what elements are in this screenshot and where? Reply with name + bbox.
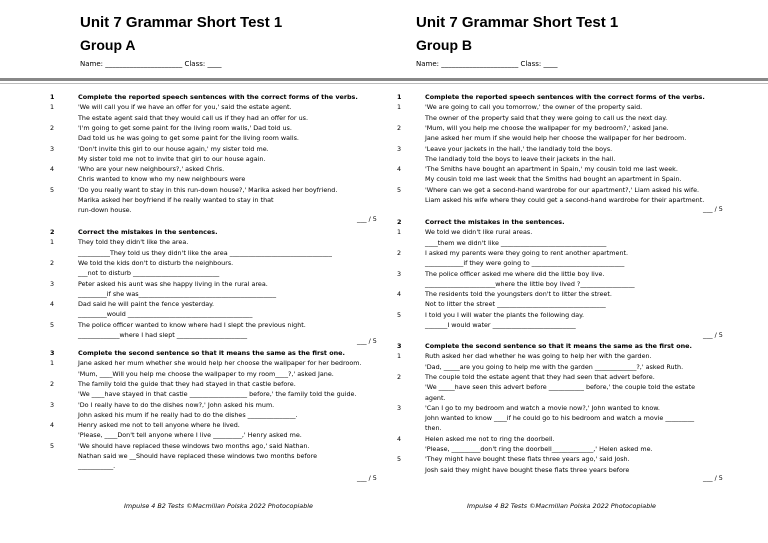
exercise-line: John asked his mum if he really had to do the dishes _______________. xyxy=(78,410,298,419)
exercise-3 xyxy=(397,341,717,475)
score-box: ___ / 5 xyxy=(357,474,377,482)
exercise-number: 2 xyxy=(397,218,402,226)
exercise-instruction: Complete the reported speech sentences with the correct forms of the verbs. xyxy=(425,93,705,101)
header-rule-thin xyxy=(0,83,768,84)
exercise-instruction: Complete the second sentence so that it means the same as the first one. xyxy=(425,342,692,350)
exercise-line: Liam asked his wife where they could get a second-hand wardrobe for their apartment. xyxy=(425,196,705,204)
score-box: ___ / 5 xyxy=(357,337,377,345)
exercise-line: The landlady told the boys to leave their jackets in the hall. xyxy=(425,154,616,163)
exercise-line: We told the kids don't to disturb the neighbours. xyxy=(78,258,234,267)
exercise-2 xyxy=(50,227,370,340)
exercise-line: 'We will call you if we have an offer for you,' said the estate agent. xyxy=(78,103,292,112)
exercise-line: Chris wanted to know who my new neighbours were xyxy=(78,175,246,184)
item-number: 1 xyxy=(397,103,402,112)
score-box: ___ / 5 xyxy=(703,331,723,339)
item-number: 4 xyxy=(50,165,55,174)
item-number: 5 xyxy=(397,310,402,319)
exercise-line: 'Don't invite this girl to our house again,' my sister told me. xyxy=(78,144,269,153)
exercise-line: The owner of the property said that they were going to call us the next day. xyxy=(425,113,668,122)
group-label: Group B xyxy=(416,37,472,53)
exercise-line: They told they didn't like the area. xyxy=(78,238,189,247)
exercise-line: __________They told us they didn't like the area ________________________________ xyxy=(78,248,332,257)
exercise-line: The police officer asked me where did the little boy live. xyxy=(425,269,605,278)
exercise-line: _______I would water __________________________ xyxy=(425,321,576,329)
exercise-line: Ruth asked her dad whether he was going to help her with the garden. xyxy=(425,352,652,361)
exercise-line: ___________. xyxy=(78,462,116,471)
score-box: ___ / 5 xyxy=(703,474,723,482)
exercise-2 xyxy=(397,217,717,330)
exercise-line: 'We are going to call you tomorrow,' the owner of the property said. xyxy=(425,103,643,112)
item-number: 1 xyxy=(50,238,55,247)
exercise-line: Dad said he will paint the fence yesterday. xyxy=(78,300,215,309)
exercise-line: 'Mum, ____Will you help me choose the wallpaper to my room____?,' asked Jane. xyxy=(78,369,334,378)
exercise-3 xyxy=(50,348,370,472)
item-number: 4 xyxy=(50,421,55,430)
exercise-line: 'Can I go to my bedroom and watch a movie now?,' John wanted to know. xyxy=(425,403,660,412)
item-number: 4 xyxy=(397,290,402,299)
exercise-1 xyxy=(397,92,717,205)
footer-left: Impulse 4 B2 Tests ©Macmillan Polska 2022 Photocopiable xyxy=(124,502,313,510)
exercise-line: 'We _____have seen this advert before ___________ before,' the couple told the estate xyxy=(425,383,696,392)
exercise-line: ___not to disturb ___________________________ xyxy=(78,269,220,278)
item-number: 2 xyxy=(397,248,402,257)
exercise-line: agent. xyxy=(425,393,446,402)
exercise-line: ______________________where the little boy lived ?_________________ xyxy=(425,279,635,288)
exercise-line: The residents told the youngsters don't to litter the street. xyxy=(425,290,612,299)
score-box: ___ / 5 xyxy=(703,205,723,213)
exercise-line: _____________where I had slept ______________________ xyxy=(78,331,248,339)
exercise-line: Marika asked her boyfriend if he really wanted to stay in that xyxy=(78,196,274,204)
item-number: 4 xyxy=(397,434,402,443)
exercise-line: Nathan said we __Should have replaced these windows two months before xyxy=(78,452,318,460)
exercise-instruction: Correct the mistakes in the sentences. xyxy=(78,228,218,236)
item-number: 5 xyxy=(397,455,402,464)
exercise-number: 3 xyxy=(50,349,55,357)
score-box: ___ / 5 xyxy=(357,215,377,223)
exercise-line: The estate agent said that they would call us if they had an offer for us. xyxy=(78,113,308,122)
name-class-line: Name: ______________________ Class: ____ xyxy=(416,60,558,68)
group-label: Group A xyxy=(80,37,136,53)
item-number: 1 xyxy=(50,359,55,368)
item-number: 3 xyxy=(50,400,55,409)
exercise-line: 'We should have replaced these windows two months ago,' said Nathan. xyxy=(78,441,310,450)
item-number: 3 xyxy=(397,269,402,278)
test-title: Unit 7 Grammar Short Test 1 xyxy=(80,14,283,31)
exercise-line: The police officer wanted to know where had I slept the previous night. xyxy=(78,320,306,329)
item-number: 5 xyxy=(50,441,55,450)
exercise-line: 'They might have bought these flats three years ago,' said Josh. xyxy=(425,455,630,464)
item-number: 1 xyxy=(397,228,402,237)
item-number: 2 xyxy=(397,372,402,381)
item-number: 1 xyxy=(397,352,402,361)
exercise-line: Not to litter the street __________________________________ xyxy=(425,300,606,309)
item-number: 3 xyxy=(50,144,55,153)
item-number: 3 xyxy=(397,403,402,412)
exercise-number: 1 xyxy=(50,93,55,101)
exercise-number: 3 xyxy=(397,342,402,350)
exercise-line: I told you I will water the plants the following day. xyxy=(425,310,585,319)
exercise-line: My cousin told me last week that the Smiths had bought an apartment in Spain. xyxy=(425,175,682,184)
item-number: 2 xyxy=(50,379,55,388)
exercise-line: The couple told the estate agent that they had seen that advert before. xyxy=(425,372,655,381)
exercise-line: 'The Smiths have bought an apartment in Spain,' my cousin told me last week. xyxy=(425,165,678,174)
exercise-number: 2 xyxy=(50,228,55,236)
exercise-line: 'I'm going to get some paint for the living room walls,' Dad told us. xyxy=(78,123,292,132)
exercise-line: 'We ____have stayed in that castle __________________ before,' the family told the guide. xyxy=(78,390,357,399)
exercise-line: Josh said they might have bought these flats three years before xyxy=(425,465,630,474)
exercise-line: We told we didn't like rural areas. xyxy=(425,228,533,237)
test-title: Unit 7 Grammar Short Test 1 xyxy=(416,14,619,31)
footer-right: Impulse 4 B2 Tests ©Macmillan Polska 2022 Photocopiable xyxy=(467,502,656,510)
exercise-line: ____________if they were going to _____________________________ xyxy=(425,259,625,268)
item-number: 5 xyxy=(397,185,402,194)
exercise-instruction: Complete the second sentence so that it means the same as the first one. xyxy=(78,349,345,357)
item-number: 5 xyxy=(50,185,55,194)
exercise-line: My sister told me not to invite that girl to our house again. xyxy=(78,154,266,163)
exercise-line: 'Please, _________don't ring the doorbell_____________,' Helen asked me. xyxy=(425,445,653,453)
exercise-line: 'Do I really have to do the dishes now?,' John asked his mum. xyxy=(78,400,275,409)
exercise-line: 'Dad, _____are you going to help me with the garden _____________?,' asked Ruth. xyxy=(425,362,684,371)
exercise-line: _________if she was___________________________________________ xyxy=(78,289,277,298)
item-number: 5 xyxy=(50,320,55,329)
exercise-line: 'Leave your jackets in the hall,' the landlady told the boys. xyxy=(425,144,613,153)
exercise-instruction: Complete the reported speech sentences with the correct forms of the verbs. xyxy=(78,93,358,101)
exercise-line: The family told the guide that they had stayed in that castle before. xyxy=(78,379,296,388)
exercise-line: _________would _______________________________________ xyxy=(78,310,253,319)
exercise-line: Helen asked me not to ring the doorbell. xyxy=(425,434,555,443)
item-number: 3 xyxy=(50,279,55,288)
exercise-line: Dad told us he was going to get some paint for the living room walls. xyxy=(78,134,299,143)
name-class-line: Name: ______________________ Class: ____ xyxy=(80,60,222,68)
exercise-line: Jane asked her mum if she would help her choose the wallpaper for her bedroom. xyxy=(425,134,687,143)
exercise-line: then. xyxy=(425,424,442,433)
exercise-instruction: Correct the mistakes in the sentences. xyxy=(425,218,565,226)
item-number: 4 xyxy=(50,300,55,309)
exercise-number: 1 xyxy=(397,93,402,101)
item-number: 4 xyxy=(397,165,402,174)
item-number: 2 xyxy=(397,123,402,132)
exercise-1 xyxy=(50,92,370,216)
item-number: 2 xyxy=(50,258,55,267)
exercise-line: Jane asked her mum whether she would help her choose the wallpaper for her bedroom. xyxy=(78,359,362,368)
exercise-line: I asked my parents were they going to rent another apartment. xyxy=(425,248,629,257)
exercise-line: Peter asked his aunt was she happy living in the rural area. xyxy=(78,279,268,288)
item-number: 1 xyxy=(50,103,55,112)
exercise-line: 'Where can we get a second-hand wardrobe for our apartment?,' Liam asked his wife. xyxy=(425,185,700,194)
exercise-line: Henry asked me not to tell anyone where he lived. xyxy=(78,421,240,430)
exercise-line: ____them we didn't like _________________________________ xyxy=(425,238,607,247)
item-number: 2 xyxy=(50,123,55,132)
exercise-line: 'Please, ____Don't tell anyone where I live _________,' Henry asked me. xyxy=(78,431,302,440)
exercise-line: run-down house. xyxy=(78,206,132,215)
exercise-line: 'Who are your new neighbours?,' asked Chris. xyxy=(78,165,225,174)
header-rule xyxy=(0,78,768,81)
item-number: 3 xyxy=(397,144,402,153)
exercise-line: 'Do you really want to stay in this run-down house?,' Marika asked her boyfriend. xyxy=(78,185,338,194)
exercise-line: 'Mum, will you help me choose the wallpaper for my bedroom?,' asked Jane. xyxy=(425,123,669,132)
exercise-line: John wanted to know ____if he could go to his bedroom and watch a movie _________ xyxy=(425,414,695,423)
